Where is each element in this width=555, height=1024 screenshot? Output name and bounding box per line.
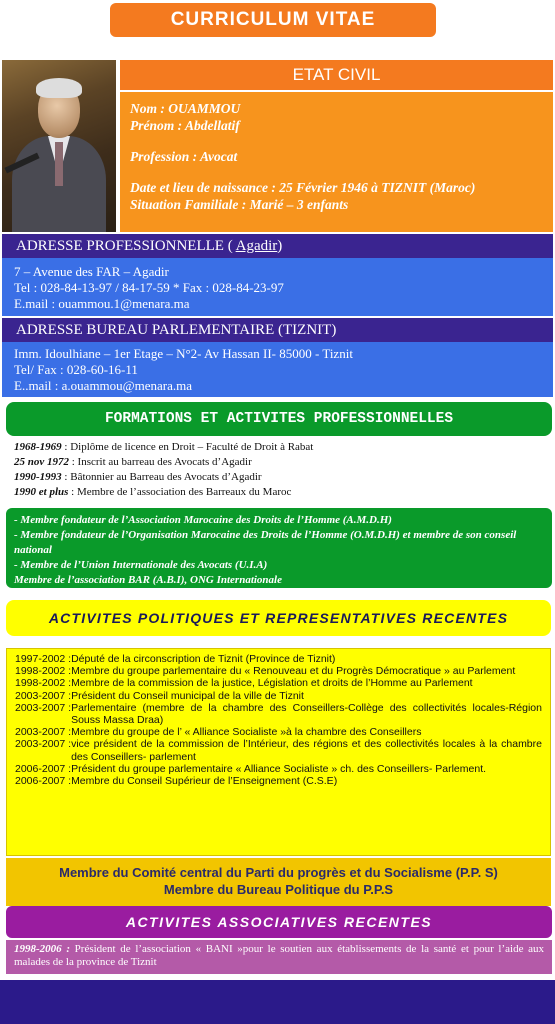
formations-header: FORMATIONS ET ACTIVITES PROFESSIONNELLES	[6, 402, 552, 436]
politiques-header: ACTIVITES POLITIQUES ET REPRESENTATIVES RECENTES	[6, 600, 551, 636]
activity-text: vice président de la commission de l’Intérieur, des régions et des collectivités locales à la chambre des Conseillers- parlement	[71, 738, 542, 763]
formation-year: 1968-1969	[14, 441, 62, 453]
formation-text: : Bâtonnier au Barreau des Avocats d’Agadir	[61, 471, 262, 483]
activity-year: 2006-2007 :	[15, 775, 72, 788]
associative-year: 1998-2006 :	[14, 943, 70, 955]
activity-year: 2006-2007 :	[15, 762, 72, 775]
list-item	[15, 677, 542, 689]
associatives-body	[6, 940, 552, 974]
politiques-list	[6, 648, 551, 856]
formation-year: 1990-1993	[14, 471, 62, 483]
membership-line: - Membre de l’Union Internationale des Avocats (U.I.A)	[14, 559, 268, 571]
etat-civil-header: ETAT CIVIL	[120, 60, 553, 90]
activity-text: Président du groupe parlementaire « Alliance Socialiste » ch. des Conseillers- Parlement.	[71, 762, 487, 775]
footer-band	[0, 980, 555, 1024]
adresse-pro-header-close: )	[277, 238, 283, 254]
adresse-pro-line2: Tel : 028-84-13-97 / 84-17-59 * Fax : 028-84-23-97	[14, 280, 284, 295]
adresse-parl-email[interactable]: E..mail : a.ouammou@menara.ma	[14, 378, 193, 393]
activity-year: 1997-2002 :	[15, 653, 72, 665]
activity-text: Député de la circonscription de Tiznit (Province de Tiznit)	[71, 653, 336, 665]
activity-text: Président du Conseil municipal de la ville de Tiznit	[71, 689, 304, 702]
activity-text: Membre de la commission de la justice, Législation et droits de l’Homme au Parlement	[71, 677, 473, 690]
formation-text: : Inscrit au barreau des Avocats d’Agadir	[69, 456, 252, 468]
prenom-line: Prénom : Abdellatif	[130, 118, 240, 133]
formation-text: : Membre de l’association des Barreaux du Maroc	[68, 486, 292, 498]
list-item	[14, 440, 544, 455]
formation-year: 25 nov 1972	[14, 456, 69, 468]
nom-line: Nom : OUAMMOU	[130, 101, 241, 116]
etat-civil-body	[120, 92, 553, 232]
party-line-2: Membre du Bureau Politique du P.P.S	[163, 882, 394, 897]
adresse-parl-body	[2, 342, 553, 397]
memberships-box	[6, 508, 552, 588]
portrait-photo	[2, 60, 116, 232]
activity-text: Membre du Conseil Supérieur de l’Enseignement (C.S.E)	[71, 775, 338, 788]
associatives-header: ACTIVITES ASSOCIATIVES RECENTES	[6, 906, 552, 938]
activity-year: 2003-2007 :	[15, 701, 72, 714]
formations-list	[14, 440, 544, 502]
list-item	[15, 738, 542, 762]
list-item	[15, 775, 542, 787]
membership-line: - Membre fondateur de l’Organisation Marocaine des Droits de l’Homme (O.M.D.H) et membre de son conseil national	[14, 529, 517, 556]
adresse-pro-header-label: ADRESSE PROFESSIONNELLE (	[16, 238, 236, 254]
associative-text: Président de l’association « BANI »pour le soutien aux établissements de la santé et pour l’aide aux malades de la province de Tiznit	[14, 943, 544, 968]
party-membership-box	[6, 858, 551, 906]
activity-year: 2003-2007 :	[15, 689, 72, 702]
activity-year: 1998-2002 :	[15, 677, 72, 690]
list-item	[14, 485, 544, 500]
list-item	[15, 763, 542, 775]
adresse-parl-header: ADRESSE BUREAU PARLEMENTAIRE (TIZNIT)	[2, 318, 553, 342]
adresse-pro-email[interactable]: E.mail : ouammou.1@menara.ma	[14, 296, 190, 311]
list-item	[15, 690, 542, 702]
adresse-parl-line2: Tel/ Fax : 028-60-16-11	[14, 362, 138, 377]
adresse-pro-line1: 7 – Avenue des FAR – Agadir	[14, 264, 169, 279]
adresse-pro-header	[2, 234, 553, 258]
list-item	[15, 653, 542, 665]
adresse-pro-city: Agadir	[235, 238, 278, 254]
formation-text: : Diplôme de licence en Droit – Faculté de Droit à Rabat	[61, 441, 314, 453]
adresse-pro-body	[2, 258, 553, 316]
activity-year: 2003-2007 :	[15, 726, 72, 739]
profession-line: Profession : Avocat	[130, 149, 238, 164]
list-item	[14, 455, 544, 470]
membership-line: Membre de l’association BAR (A.B.I), ONG Internationale	[14, 574, 282, 586]
list-item	[15, 665, 542, 677]
membership-line: - Membre fondateur de l’Association Marocaine des Droits de l’Homme (A.M.D.H)	[14, 514, 392, 526]
naissance-line: Date et lieu de naissance : 25 Février 1946 à TIZNIT (Maroc)	[130, 180, 476, 195]
adresse-parl-line1: Imm. Idoulhiane – 1er Etage – N°2- Av Hassan II- 85000 - Tiznit	[14, 346, 353, 361]
activity-text: Membre du groupe parlementaire du « Renouveau et du Progrès Démocratique » au Parlement	[71, 665, 516, 678]
activity-text: Parlementaire (membre de la chambre des Conseillers-Collège des collectivités locales-Région Souss Massa Draa)	[71, 701, 542, 727]
activity-year: 1998-2002 :	[15, 665, 72, 678]
list-item	[15, 702, 542, 726]
situation-line: Situation Familiale : Marié – 3 enfants	[130, 197, 349, 212]
activity-text: Membre du groupe de l’ « Alliance Socialiste »à la chambre des Conseillers	[71, 726, 422, 739]
formation-year: 1990 et plus	[14, 486, 69, 498]
party-line-1: Membre du Comité central du Parti du progrès et du Socialisme (P.P. S)	[59, 865, 498, 880]
list-item	[15, 726, 542, 738]
activity-year: 2003-2007 :	[15, 738, 72, 751]
list-item	[14, 470, 544, 485]
cv-title: CURRICULUM VITAE	[110, 3, 436, 37]
